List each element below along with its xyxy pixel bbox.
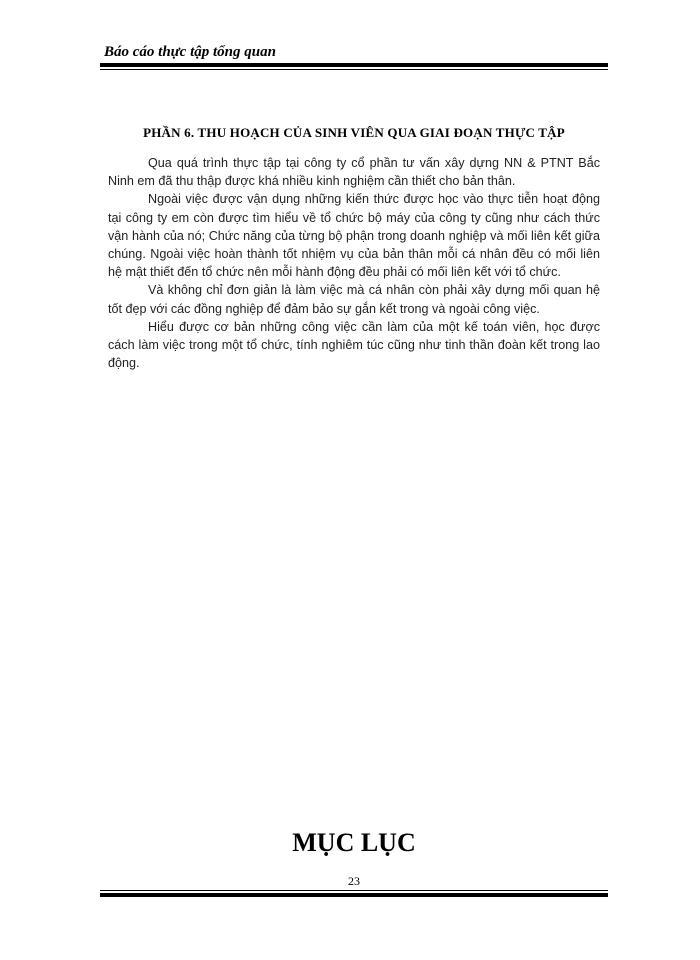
paragraph: Qua quá trình thực tập tại công ty cổ phần tư vấn xây dựng NN & PTNT Bắc Ninh em đã thu thập được khá nhiều kinh nghiệm cần thiết cho bản thân. <box>108 156 600 189</box>
header-rule-thin <box>100 69 608 70</box>
footer-rule-thick <box>100 893 608 897</box>
paragraph: Ngoài việc được vận dụng những kiến thức được học vào thực tiễn hoạt động tại công ty em còn được tìm hiểu về tổ chức bộ máy của công ty cũng như cách thức vận hành của nó; Chức năng của từng bộ phận trong doanh nghiệp và mối liên kết giữa chúng. Ngoài việc hoàn thành tốt nhiệm vụ của bản thân mỗi cá nhân đều có mối liên hệ mật thiết đến tổ chức nên mỗi hành động đều phải có mối liên kết với tổ chức. <box>108 192 600 280</box>
table-of-contents-title: MỤC LỤC <box>292 828 416 857</box>
paragraph: Và không chỉ đơn giản là làm việc mà cá nhân còn phải xây dựng mối quan hệ tốt đẹp với các đồng nghiệp để đảm bảo sự gắn kết trong và ngoài công việc. <box>108 283 600 316</box>
running-header-title: Báo cáo thực tập tổng quan <box>104 44 276 60</box>
paragraph: Hiểu được cơ bản những công việc cần làm của một kế toán viên, học được cách làm việc trong một tổ chức, tính nghiêm túc cũng như tinh thần đoàn kết trong lao động. <box>108 319 600 371</box>
section-body <box>108 154 600 372</box>
header-rule-thick <box>100 63 608 67</box>
page-number: 23 <box>348 874 360 888</box>
footer-rule-thin <box>100 890 608 891</box>
section-heading: PHẦN 6. THU HOẠCH CỦA SINH VIÊN QUA GIAI ĐOẠN THỰC TẬP <box>143 125 565 140</box>
